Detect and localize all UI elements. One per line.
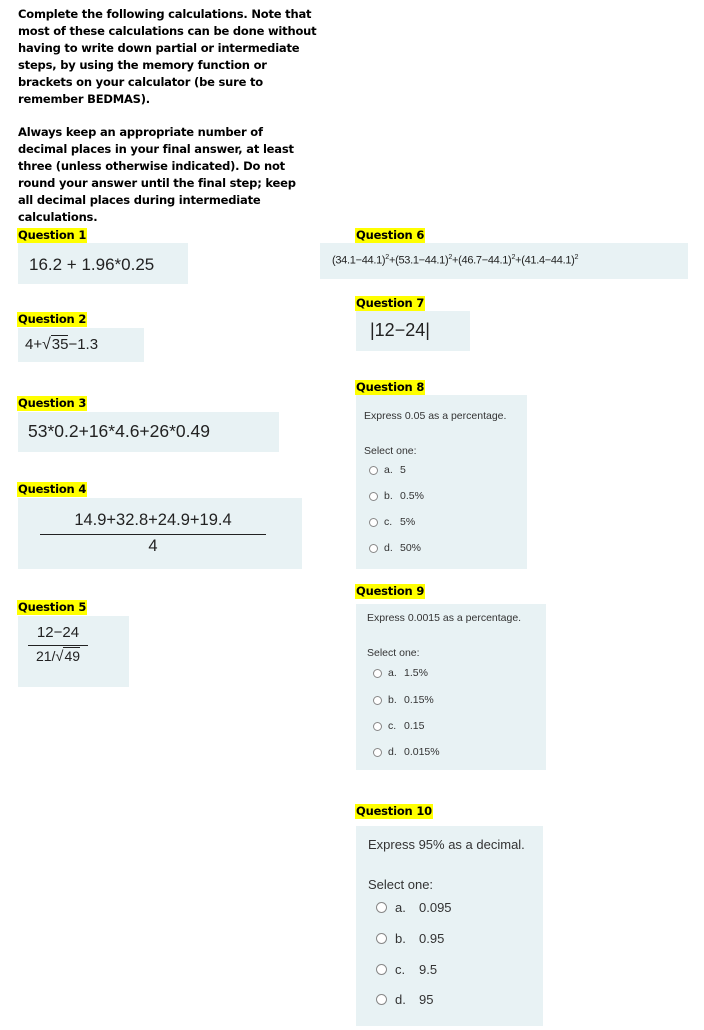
option-letter: b. [388, 694, 397, 706]
option-text: 0.015% [404, 746, 440, 758]
question-9-option-a[interactable] [373, 667, 428, 679]
question-6-exponent-1: 2 [385, 253, 389, 261]
radio-button-icon[interactable] [369, 492, 378, 501]
question-3-expression: 53*0.2+16*4.6+26*0.49 [28, 421, 210, 441]
question-5-numerator: 12−24 [36, 624, 80, 641]
square-root-icon: √ [42, 336, 51, 353]
option-text: 5% [400, 516, 416, 528]
radio-button-icon[interactable] [376, 994, 387, 1005]
option-letter: d. [388, 746, 397, 758]
question-8-label: Question 8 [356, 380, 425, 394]
option-letter: d. [384, 542, 393, 554]
question-6-term-3: +(46.7−44.1) [452, 254, 512, 267]
question-10-option-b[interactable] [376, 931, 444, 946]
fraction-bar [28, 645, 88, 646]
question-9-box [356, 604, 546, 770]
question-9-option-d[interactable] [373, 746, 440, 758]
question-8-option-a[interactable] [369, 464, 406, 476]
option-letter: a. [388, 667, 397, 679]
question-4-label: Question 4 [18, 482, 87, 496]
option-text: 9.5 [419, 962, 438, 977]
option-text: 0.5% [400, 490, 424, 502]
question-2-after: −1.3 [68, 336, 99, 353]
question-10-option-c[interactable] [376, 962, 437, 977]
question-2-expression [25, 336, 98, 354]
question-4-fraction [40, 511, 266, 556]
question-9-label: Question 9 [356, 584, 425, 598]
question-10-label: Question 10 [356, 804, 432, 818]
question-2-label: Question 2 [18, 312, 87, 326]
option-letter: c. [395, 962, 406, 977]
question-2-before: 4+ [25, 336, 43, 353]
radio-button-icon[interactable] [373, 748, 382, 757]
question-1-label: Question 1 [18, 228, 87, 242]
option-text: 5 [400, 464, 406, 476]
question-8-prompt: Express 0.05 as a percentage. [364, 410, 507, 422]
question-8-box [356, 395, 527, 569]
question-5-fraction [28, 624, 88, 665]
question-3-label: Question 3 [18, 396, 87, 410]
question-7-expression: |12−24| [370, 320, 430, 340]
question-4-box [18, 498, 302, 569]
question-8-select-one: Select one: [364, 445, 417, 457]
option-letter: c. [388, 720, 397, 732]
radio-button-icon[interactable] [373, 669, 382, 678]
question-6-expression [332, 253, 578, 267]
option-letter: b. [395, 931, 406, 946]
question-5-box [18, 616, 129, 687]
question-9-select-one: Select one: [367, 647, 420, 659]
option-text: 0.095 [419, 900, 452, 915]
question-7-label: Question 7 [356, 296, 425, 310]
question-5-denominator [28, 648, 88, 665]
question-5-label: Question 5 [18, 600, 87, 614]
question-6-box [320, 243, 688, 279]
question-3-box [18, 412, 279, 452]
question-1-box [18, 243, 188, 284]
question-10-box [356, 826, 543, 1026]
question-10-option-d[interactable] [376, 992, 433, 1007]
option-text: 1.5% [404, 667, 428, 679]
radio-button-icon[interactable] [373, 722, 382, 731]
question-4-numerator: 14.9+32.8+24.9+19.4 [74, 511, 232, 529]
question-6-exponent-2: 2 [448, 253, 453, 261]
option-letter: b. [384, 490, 393, 502]
option-text: 50% [400, 542, 422, 554]
question-2-radicand: 35 [51, 336, 69, 353]
question-9-option-b[interactable] [373, 694, 434, 706]
question-6-exponent-4: 2 [574, 253, 579, 261]
question-2-box [18, 328, 144, 362]
option-letter: c. [384, 516, 393, 528]
square-root-icon: √ [55, 649, 64, 665]
option-letter: d. [395, 992, 406, 1007]
question-10-select-one: Select one: [368, 877, 434, 892]
question-6-term-1: (34.1−44.1) [332, 254, 386, 267]
radio-button-icon[interactable] [376, 964, 387, 975]
question-9-option-c[interactable] [373, 720, 424, 732]
option-letter: a. [395, 900, 406, 915]
radio-button-icon[interactable] [376, 933, 387, 944]
question-4-denominator: 4 [148, 537, 158, 555]
option-text: 95 [419, 992, 434, 1007]
question-6-exponent-3: 2 [511, 253, 516, 261]
radio-button-icon[interactable] [369, 466, 378, 475]
question-7-box [356, 311, 470, 351]
question-10-prompt: Express 95% as a decimal. [368, 837, 525, 852]
option-letter: a. [384, 464, 393, 476]
fraction-bar [40, 534, 266, 535]
question-5-slash: / [51, 648, 56, 664]
question-10-option-a[interactable] [376, 900, 452, 915]
radio-button-icon[interactable] [369, 544, 378, 553]
instructions-paragraph-2: Always keep an appropriate number of decimal places in your final answer, at least three (unless otherwise indicated). Do not round your answer until the final step; keep all decimal places during intermediate calculations. [18, 125, 296, 224]
radio-button-icon[interactable] [376, 902, 387, 913]
option-text: 0.95 [419, 931, 445, 946]
question-5-radicand: 49 [64, 648, 81, 664]
radio-button-icon[interactable] [369, 518, 378, 527]
question-8-option-b[interactable] [369, 490, 424, 502]
question-8-option-d[interactable] [369, 542, 421, 554]
option-text: 0.15% [404, 694, 434, 706]
question-1-expression: 16.2 + 1.96*0.25 [29, 255, 155, 274]
instructions-paragraph-1: Complete the following calculations. Note that most of these calculations can be done without having to write down partial or intermediate steps, by using the memory function or brackets on your calculator (be sure to remember BEDMAS). [18, 7, 317, 106]
question-9-prompt: Express 0.0015 as a percentage. [367, 612, 522, 624]
question-5-den-left: 21 [35, 648, 52, 664]
radio-button-icon[interactable] [373, 696, 382, 705]
question-6-label: Question 6 [356, 228, 425, 242]
question-6-term-4: +(41.4−44.1) [515, 254, 575, 267]
option-text: 0.15 [404, 720, 425, 732]
question-6-term-2: +(53.1−44.1) [388, 254, 449, 267]
question-8-option-c[interactable] [369, 516, 415, 528]
